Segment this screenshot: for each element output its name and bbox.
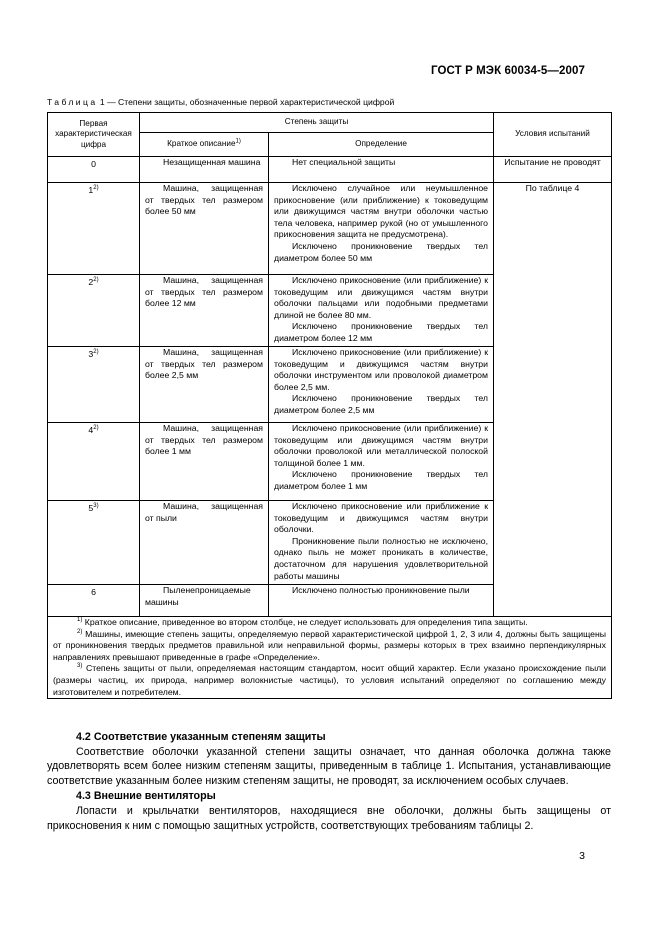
digit-value: 3 [88, 349, 94, 359]
header-short-desc [140, 133, 269, 157]
caption-number: 1 [99, 97, 105, 107]
short-desc-text: Машина, защищенная от твердых тел размером более 1 мм [145, 423, 263, 457]
cell-first-digit [48, 501, 140, 585]
cell-short-desc [140, 157, 269, 183]
footnote-ref: 1) [77, 617, 83, 624]
table-row [48, 157, 612, 183]
short-desc-text: Машина, защищенная от пыли [145, 501, 263, 523]
footnote-text: Краткое описание, приведенное во втором столбце, не следует использовать для определения типа защиты. [84, 617, 528, 627]
section-text: Лопасти и крыльчатки вентиляторов, находящиеся вне оболочки, должны быть защищены от прикосновения к ним с помощью защитных устройств, соответствующих требованиям таблицы 2. [47, 804, 611, 832]
section-text: Соответствие оболочки указанной степени защиты означает, что данная оболочка должна также удовлетворять всем более низким степеням защиты, приведенным в таблице 1. Испытания, устанавливающие соответствие указанным более низким степеням защиты, не проводят, за исключением особых случаев. [47, 745, 611, 787]
cell-first-digit [48, 423, 140, 501]
digit-value: 6 [91, 587, 96, 597]
definition-paragraph: Исключено прикосновение (или приближение) к токоведущим и движущимся частям внутри оболочки инструментом или проволокой диаметром более 2,5 мм. [274, 347, 488, 392]
header-protection: Степень защиты [140, 113, 494, 133]
definition-paragraph: Исключено прикосновение (или приближение) к токоведущим или движущимся частям внутри оболочки проволокой или металлической полоской толщиной более 1 мм. [274, 423, 488, 468]
digit-value: 4 [88, 425, 94, 435]
table-row [48, 183, 612, 275]
cell-definition [269, 157, 494, 183]
definition-paragraph: Исключено проникновение твердых тел диаметром более 12 мм [274, 321, 488, 343]
definition-paragraph: Исключено полностью проникновение пыли [292, 585, 470, 595]
short-desc-text: Незащищенная машина [163, 157, 261, 167]
definition-paragraph: Проникновение пыли полностью не исключено, однако пыль не может проникать в количестве, достаточном для нарушения удовлетворительной работы машины [274, 535, 488, 581]
definition-paragraph: Исключено проникновение твердых тел диаметром более 2,5 мм [274, 393, 488, 415]
digit-value: 1 [88, 185, 94, 195]
short-desc-text: Машина, защищенная от твердых тел размером более 2,5 мм [145, 347, 263, 381]
cell-definition [269, 501, 494, 585]
header-definition: Определение [269, 133, 494, 157]
header-short-desc-text: Краткое описание [167, 139, 236, 149]
definition-paragraph: Исключено проникновение твердых тел диаметром более 1 мм [274, 469, 488, 491]
definition-paragraph: Исключено прикосновение (или приближение) к токоведущим или движущимся частям внутри оболочки пальцами или подобными предметами длиной не более 80 мм. [274, 275, 488, 320]
header-short-desc-ref: 1) [235, 138, 241, 145]
table-body [48, 157, 612, 617]
section-title: 4.2 Соответствие указанным степеням защиты [76, 731, 326, 743]
cell-short-desc [140, 501, 269, 585]
digit-footnote-ref: 2) [93, 425, 99, 432]
cell-definition [269, 585, 494, 617]
digit-footnote-ref: 2) [93, 185, 99, 192]
cell-definition [269, 423, 494, 501]
body-sections [47, 730, 611, 833]
footnote-text: Машины, имеющие степень защиты, определяемую первой характеристической цифрой 1, 2, 3 или 4, должны быть защищены от проникновения твердых предметов правильной или неправильной формы, размеры которых в трех взаимно перпендикулярных направлениях превышают приведенные в графе «Определение». [53, 628, 606, 662]
caption-text: — Степени защиты, обозначенные первой характеристической цифрой [107, 97, 395, 107]
section-title: 4.3 Внешние вентиляторы [76, 790, 216, 803]
definition-paragraph: Нет специальной защиты [292, 157, 396, 167]
footnote-ref: 2) [77, 628, 83, 635]
cell-definition [269, 347, 494, 423]
header-first-digit: Первая характеристическая цифра [48, 113, 140, 157]
cell-first-digit [48, 347, 140, 423]
header-conditions: Условия испытаний [494, 113, 612, 157]
footnote-ref: 3) [77, 663, 83, 670]
cell-short-desc [140, 275, 269, 347]
cell-short-desc [140, 347, 269, 423]
digit-value: 0 [91, 159, 96, 169]
short-desc-text: Машина, защищенная от твердых тел размером более 50 мм [145, 183, 263, 217]
protection-degrees-table [47, 112, 612, 699]
page-number: 3 [579, 850, 585, 862]
table-footnote [53, 629, 606, 664]
digit-footnote-ref: 3) [93, 503, 99, 510]
cell-first-digit [48, 585, 140, 617]
cell-first-digit [48, 183, 140, 275]
table-caption [47, 97, 394, 107]
cell-first-digit [48, 275, 140, 347]
digit-footnote-ref: 2) [93, 277, 99, 284]
table-notes-row [48, 617, 612, 699]
definition-paragraph: Исключено случайное или неумышленное прикосновение (или приближение) к токоведущим или движущимся частям внутри оболочки частью тела человека, например рукой (но от умышленного прикосновения защита не предусмотрена). [274, 183, 488, 240]
digit-value: 5 [88, 503, 94, 513]
definition-paragraph: Исключено прикосновение или приближение к токоведущим и движущимся частям внутри оболочки. [274, 501, 488, 535]
cell-definition [269, 183, 494, 275]
digit-footnote-ref: 2) [93, 349, 99, 356]
document-header: ГОСТ Р МЭК 60034-5—2007 [431, 65, 585, 77]
cell-short-desc [140, 585, 269, 617]
caption-prefix: Таблица [47, 97, 98, 107]
cell-conditions: Испытание не проводят [494, 157, 612, 183]
cell-conditions: По таблице 4 [494, 183, 612, 617]
digit-value: 2 [88, 277, 94, 287]
table-footnote [53, 617, 606, 629]
short-desc-text: Машина, защищенная от твердых тел размером более 12 мм [145, 275, 263, 309]
cell-definition [269, 275, 494, 347]
table-footnote [53, 663, 606, 698]
cell-short-desc [140, 423, 269, 501]
cell-first-digit [48, 157, 140, 183]
cell-short-desc [140, 183, 269, 275]
table-notes [48, 617, 612, 699]
definition-paragraph: Исключено проникновение твердых тел диаметром более 50 мм [274, 240, 488, 263]
footnote-text: Степень защиты от пыли, определяемая настоящим стандартом, носит общий характер. Если указано происхождение пыли (размеры частиц, их природа, например волокнистые частицы), то условия испытаний определяют по соглашению между изготовителем и потребителем. [53, 663, 607, 697]
short-desc-text: Пыленепроницаемые машины [145, 585, 251, 607]
